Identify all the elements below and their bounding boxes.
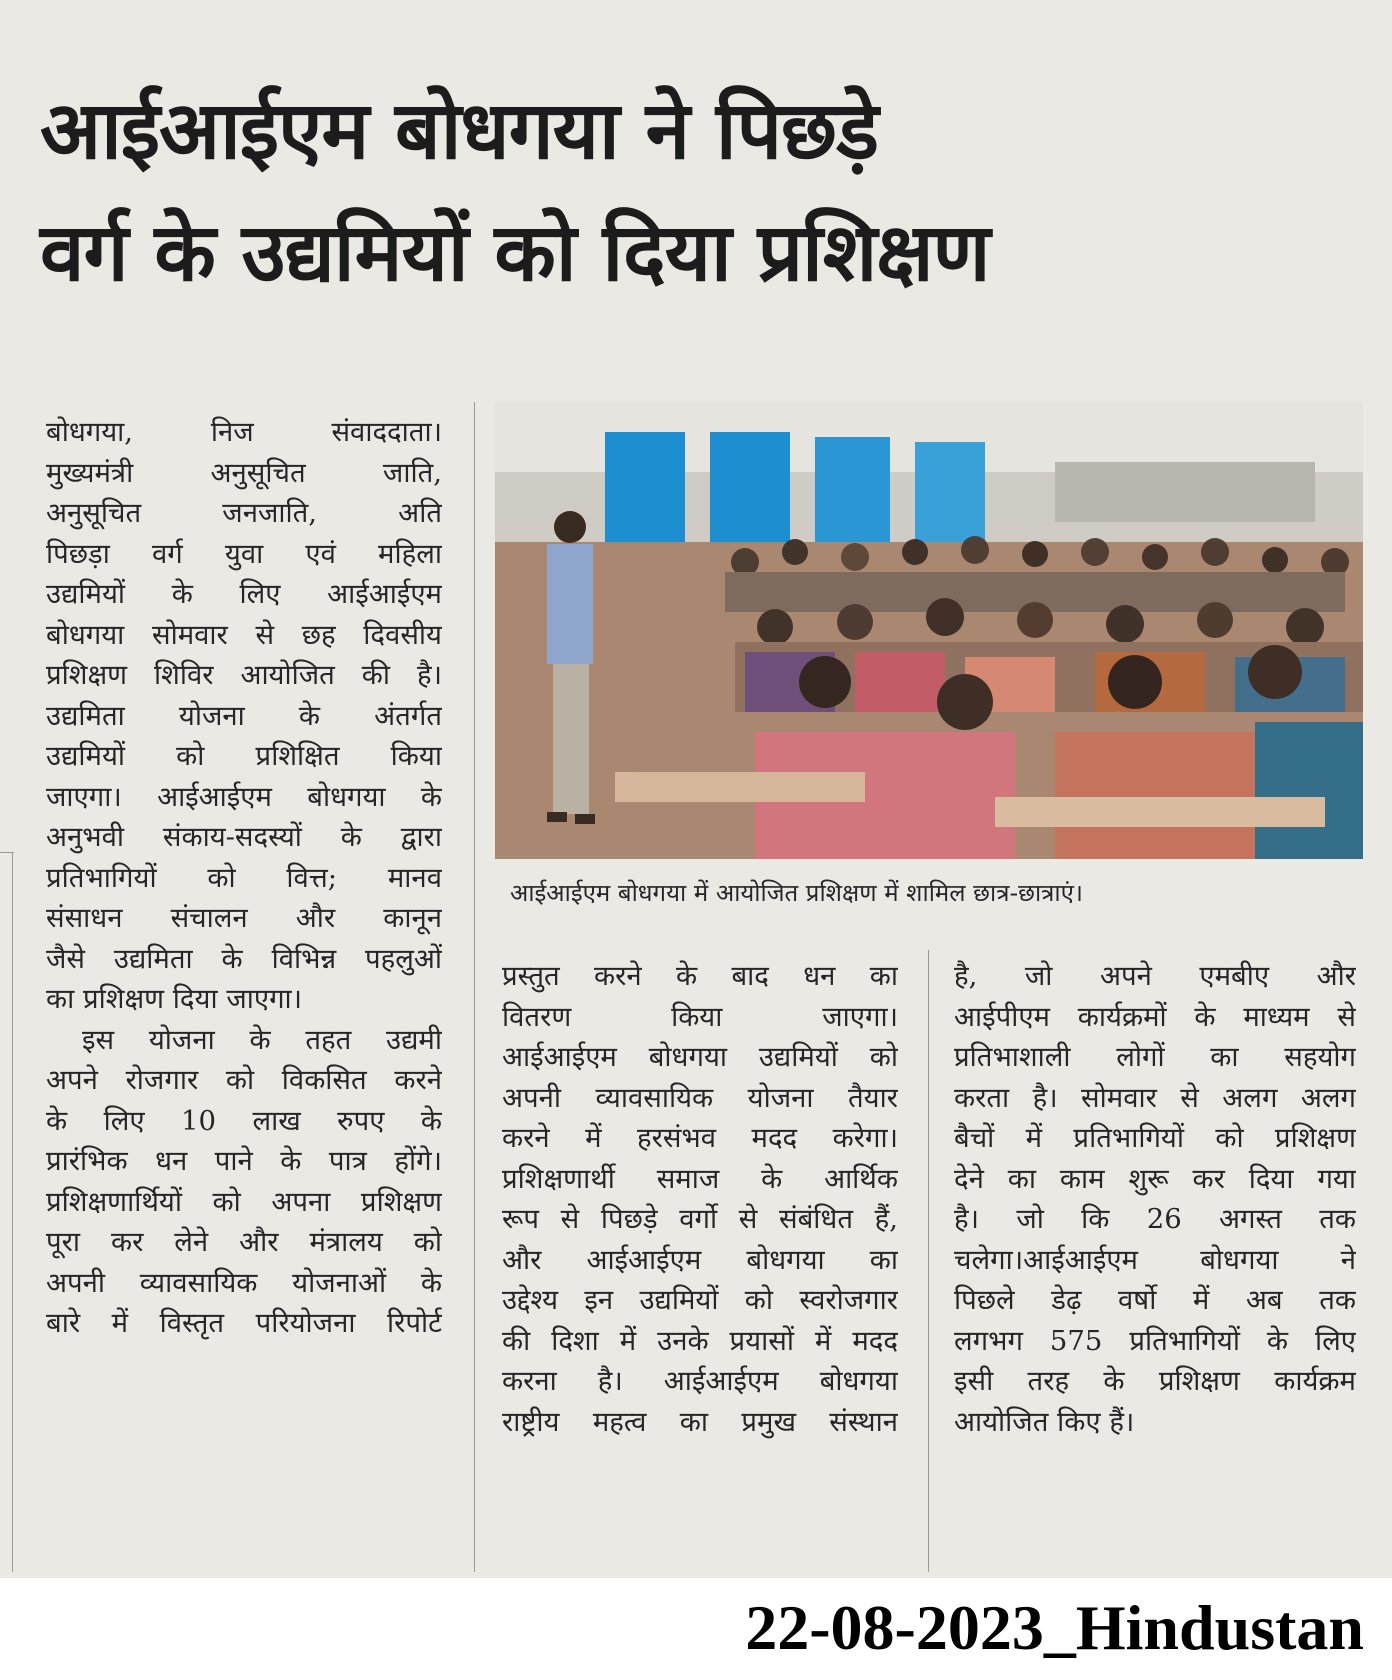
text-line: करने में हरसंभव मदद करेगा। <box>502 1122 898 1154</box>
text-line: बारे में विस्तृत परियोजना रिपोर्ट <box>46 1307 442 1339</box>
column-rule <box>0 852 14 853</box>
article-column-1 <box>46 412 442 1344</box>
text-line: प्रारंभिक धन पाने के पात्र होंगे। <box>46 1145 442 1177</box>
text-line: आईआईएम बोधगया उद्यमियों को <box>502 1041 898 1073</box>
text-line: प्रशिक्षणार्थियों को अपना प्रशिक्षण <box>46 1185 442 1218</box>
text-line: पूरा कर लेने और मंत्रालय को <box>46 1226 442 1258</box>
text-line: है, जो अपने एमबीए और <box>954 960 1356 992</box>
text-line: उद्यमियों के लिए आईआईएम <box>46 578 442 610</box>
text-line: इसी तरह के प्रशिक्षण कार्यक्रम <box>954 1365 1356 1397</box>
text-line: इस योजना के तहत उद्यमी <box>82 1023 442 1056</box>
text-line: चलेगा।आईआईएम बोधगया ने <box>954 1243 1356 1276</box>
text-line: अनुसूचित जनजाति, अति <box>46 497 442 529</box>
text-line: प्रतिभाशाली लोगों का सहयोग <box>954 1041 1356 1073</box>
text-line: प्रशिक्षणार्थी समाज के आर्थिक <box>502 1162 898 1195</box>
news-photo <box>495 402 1363 859</box>
text-line: अनुभवी संकाय-सदस्यों के द्वारा <box>46 821 442 853</box>
text-line: राष्ट्रीय महत्व का प्रमुख संस्थान <box>502 1405 898 1438</box>
text-line: की दिशा में उनके प्रयासों में मदद <box>502 1324 898 1357</box>
headline-line-2: वर्ग के उद्यमियों को दिया प्रशिक्षण <box>40 206 990 299</box>
text-line: संसाधन संचालन और कानून <box>46 902 442 934</box>
text-line: के लिए 10 लाख रुपए के <box>46 1104 442 1137</box>
column-rule <box>12 852 13 1572</box>
text-line: बोधगया सोमवार से छह दिवसीय <box>46 618 442 651</box>
headline <box>40 70 1360 314</box>
column-rule <box>474 402 475 1572</box>
text-line: प्रशिक्षण शिविर आयोजित की है। <box>46 659 442 691</box>
text-line: करता है। सोमवार से अलग अलग <box>954 1081 1356 1114</box>
text-line: प्रस्तुत करने के बाद धन का <box>502 960 898 992</box>
article-column-2 <box>502 956 898 1442</box>
text-line: अपने रोजगार को विकसित करने <box>46 1064 442 1096</box>
date-source-label: 22-08-2023_Hindustan <box>745 1592 1364 1663</box>
text-line: आयोजित किए हैं। <box>954 1405 1135 1438</box>
column-rule <box>928 950 929 1572</box>
text-line: जाएगा। आईआईएम बोधगया के <box>46 780 442 813</box>
text-line: उद्यमिता योजना के अंतर्गत <box>46 699 442 732</box>
text-line: और आईआईएम बोधगया का <box>502 1243 898 1276</box>
text-line: बैचों में प्रतिभागियों को प्रशिक्षण <box>954 1122 1356 1154</box>
text-line: आईपीएम कार्यक्रमों के माध्यम से <box>954 1000 1356 1033</box>
text-line: पिछले डेढ़ वर्षो में अब तक <box>954 1284 1356 1316</box>
text-line: प्रतिभागियों को वित्त; मानव <box>46 861 442 894</box>
text-line: पिछड़ा वर्ग युवा एवं महिला <box>46 537 442 570</box>
text-line: का प्रशिक्षण दिया जाएगा। <box>46 983 303 1015</box>
article-column-3 <box>954 956 1356 1442</box>
text-line: देने का काम शुरू कर दिया गया <box>954 1162 1356 1195</box>
photo-caption: आईआईएम बोधगया में आयोजित प्रशिक्षण में शामिल छात्र-छात्राएं। <box>510 879 1083 907</box>
text-line: लगभग 575 प्रतिभागियों के लिए <box>954 1324 1356 1357</box>
text-line: करना है। आईआईएम बोधगया <box>502 1365 898 1397</box>
text-line: जैसे उद्यमिता के विभिन्न पहलुओं <box>46 942 442 975</box>
text-line: उद्यमियों को प्रशिक्षित किया <box>46 740 442 772</box>
text-line: वितरण किया जाएगा। <box>502 1000 898 1033</box>
text-line: अपनी व्यावसायिक योजना तैयार <box>502 1081 898 1114</box>
text-line: है। जो कि 26 अगस्त तक <box>954 1203 1356 1235</box>
text-line: अपनी व्यावसायिक योजनाओं के <box>46 1266 442 1299</box>
classroom-photo-illustration <box>495 402 1363 859</box>
text-line: उद्देश्य इन उद्यमियों को स्वरोजगार <box>502 1284 898 1316</box>
text-line: रूप से पिछड़े वर्गो से संबंधित हैं, <box>502 1203 898 1235</box>
text-line: बोधगया, निज संवाददाता। <box>46 416 442 448</box>
text-line: मुख्यमंत्री अनुसूचित जाति, <box>46 456 442 489</box>
headline-line-1: आईआईएम बोधगया ने पिछड़े <box>40 84 878 177</box>
